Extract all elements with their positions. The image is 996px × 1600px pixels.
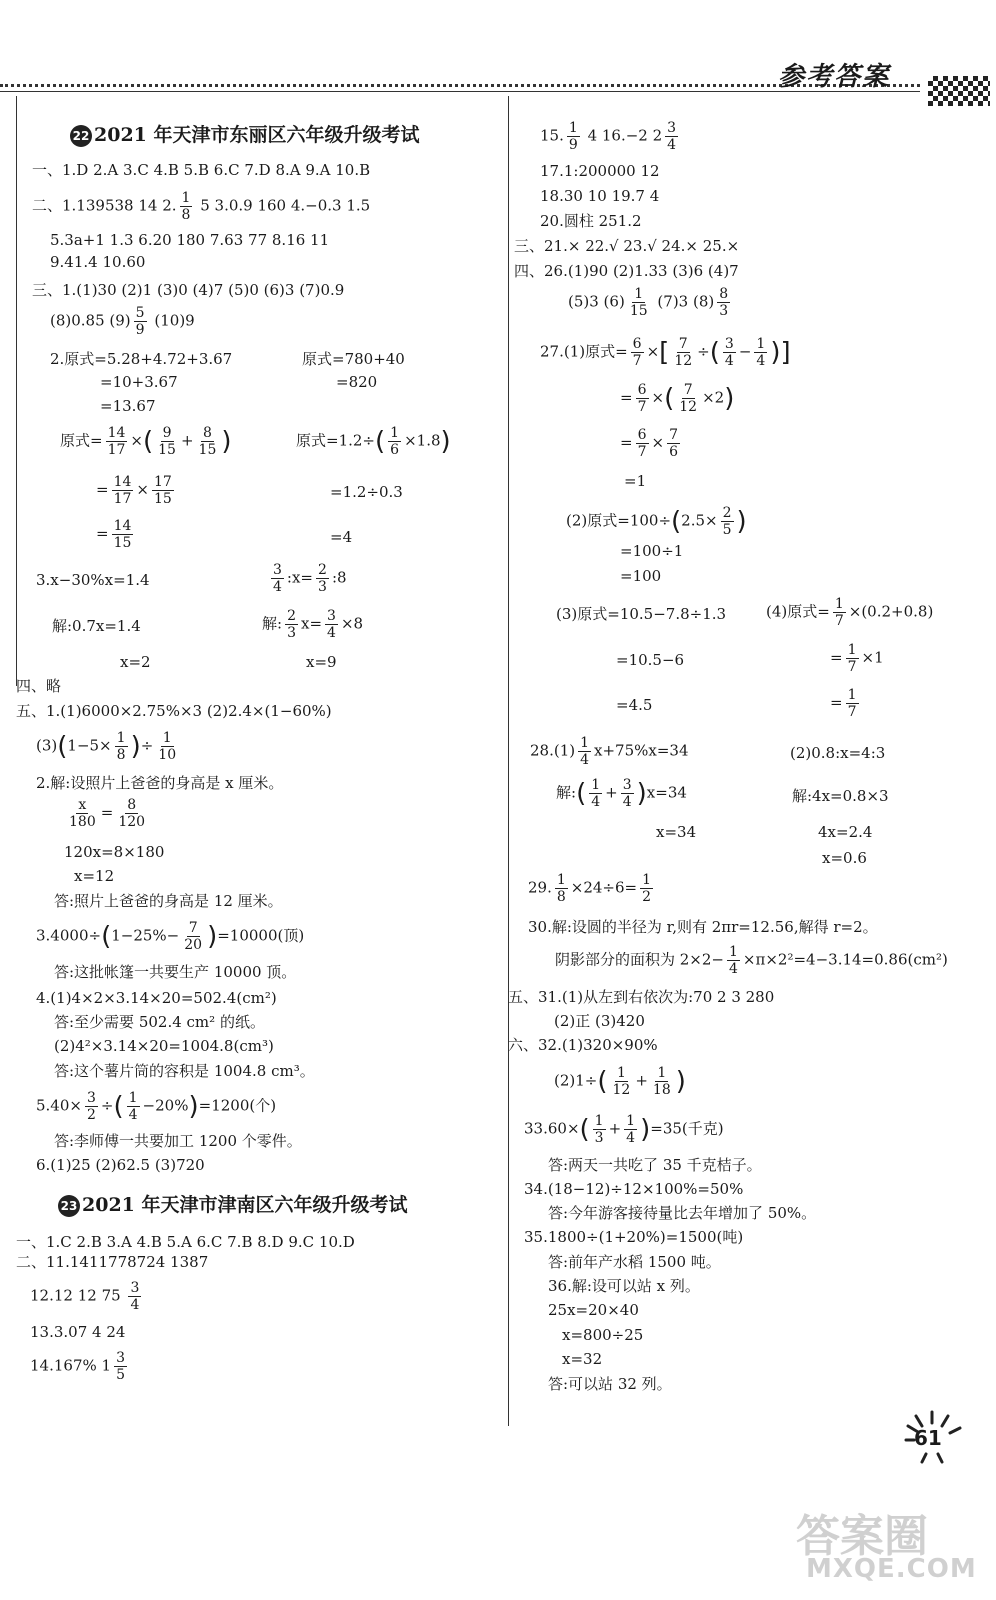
section-22-number: 22 (70, 125, 92, 147)
answer-line: 五、31.(1)从左到右依次为:70 2 3 280 (508, 988, 775, 1006)
answer-line: 原式= $\frac{14}{17}$ ×( $\frac{9}{15}$ + $\frac{8}{15}$ ) (60, 425, 232, 458)
answer-line: 解:( $\frac{1}{4}$ + $\frac{3}{4}$ )x=34 (556, 777, 687, 810)
header-title: 参考答案 (778, 62, 891, 92)
answer-line: 3.x−30%x=1.4 (36, 571, 150, 589)
answer-line: = $\frac{1}{7}$ ×1 (830, 642, 884, 675)
answer-line: 20.圆柱 251.2 (540, 212, 642, 230)
answer-line: 15. $\frac{1}{9}$ 4 16.−2 2 $\frac{3}{4}$ (540, 120, 677, 153)
answer-line: =13.67 (100, 397, 156, 415)
watermark-url: MXQE.COM (806, 1554, 977, 1584)
answer-line: 2.解:设照片上爸爸的身高是 x 厘米。 (36, 774, 284, 792)
watermark-logo: 答案圈 (796, 1511, 928, 1562)
answer-line: =4.5 (616, 696, 653, 714)
answer-line: = $\frac{14}{15}$ (96, 518, 132, 551)
answer-line: =820 (336, 373, 378, 391)
answer-line: 四、略 (16, 677, 62, 695)
answer-line: 25x=20×40 (548, 1301, 639, 1319)
answer-line: =10+3.67 (100, 373, 178, 391)
answer-line: (3)(1−5× $\frac{1}{8}$ )÷ $\frac{1}{10}$ (36, 730, 177, 763)
answer-line: x=9 (306, 653, 337, 671)
answer-line: 5.3a+1 1.3 6.20 180 7.63 77 8.16 11 (50, 231, 330, 249)
page-number: 61 (914, 1426, 942, 1450)
answer-line: 17.1:200000 12 (540, 162, 660, 180)
answer-line: 5.40× $\frac{3}{2}$ ÷( $\frac{1}{4}$ −20%)=1200(个) (36, 1090, 277, 1123)
answer-line: 28.(1) $\frac{1}{4}$ x+75%x=34 (530, 735, 689, 768)
answer-line: 120x=8×180 (64, 843, 165, 861)
answer-line: 五、1.(1)6000×2.75%×3 (2)2.4×(1−60%) (16, 702, 332, 720)
answer-line: 4x=2.4 (818, 823, 873, 841)
column-divider (508, 96, 509, 1426)
answer-line: =100÷1 (620, 542, 684, 560)
answer-line: 13.3.07 4 24 (30, 1323, 126, 1341)
answer-line: 30.解:设圆的半径为 r,则有 2πr=12.56,解得 r=2。 (528, 918, 878, 936)
answer-line: 三、21.× 22.√ 23.√ 24.× 25.× (514, 237, 740, 255)
answer-line: (5)3 (6) $\frac{1}{15}$ (7)3 (8) $\frac{8}{3}$ (568, 286, 729, 319)
answer-line: 答:前年产水稻 1500 吨。 (548, 1253, 721, 1271)
answer-line: 3.4000÷(1−25%− $\frac{7}{20}$ )=10000(顶) (36, 920, 305, 953)
answer-line: = $\frac{1}{7}$ (830, 687, 857, 720)
answer-line: 9.41.4 10.60 (50, 253, 146, 271)
answer-line: = $\frac{6}{7}$ × $\frac{7}{6}$ (620, 427, 678, 460)
answer-line: (2)原式=100÷(2.5× $\frac{2}{5}$ ) (566, 505, 747, 538)
answer-line: =1.2÷0.3 (330, 483, 403, 501)
answer-line: $\frac{3}{4}$ :x= $\frac{2}{3}$ :8 (273, 562, 347, 595)
answer-line: 6.(1)25 (2)62.5 (3)720 (36, 1156, 205, 1174)
answer-line: 阴影部分的面积为 2×2− $\frac{1}{4}$ ×π×2²=4−3.14=0.86(cm²) (555, 944, 948, 977)
answer-line: 解:0.7x=1.4 (52, 617, 141, 635)
answer-line: = $\frac{14}{17}$ × $\frac{17}{15}$ (96, 474, 172, 507)
answer-line: 12.12 12 75 $\frac{3}{4}$ (30, 1280, 140, 1313)
answer-line: (2)0.8:x=4:3 (790, 744, 886, 762)
answer-line: 原式=1.2÷( $\frac{1}{6}$ ×1.8) (296, 425, 451, 458)
answer-line: 答:李师傅一共要加工 1200 个零件。 (54, 1132, 302, 1150)
answer-line: 一、1.D 2.A 3.C 4.B 5.B 6.C 7.D 8.A 9.A 10.B (32, 161, 371, 179)
answer-line: 四、26.(1)90 (2)1.33 (3)6 (4)7 (514, 262, 739, 280)
answer-line: (4)原式= $\frac{1}{7}$ ×(0.2+0.8) (766, 596, 934, 629)
answer-line: 答:今年游客接待量比去年增加了 50%。 (548, 1204, 817, 1222)
answer-line: 三、1.(1)30 (2)1 (3)0 (4)7 (5)0 (6)3 (7)0.9 (32, 281, 345, 299)
answer-line: 33.60×( $\frac{1}{3}$ + $\frac{1}{4}$ )=35(千克) (524, 1113, 724, 1146)
answer-line: =100 (620, 567, 662, 585)
answer-line: (2)1÷( $\frac{1}{12}$ + $\frac{1}{18}$ ) (554, 1065, 686, 1098)
answer-line: x=2 (120, 653, 151, 671)
answer-line: 答:照片上爸爸的身高是 12 厘米。 (54, 892, 283, 910)
answer-line: =1 (624, 472, 647, 490)
header-checker-icon (928, 76, 990, 106)
answer-line: x=12 (74, 867, 115, 885)
answer-line: 34.(18−12)÷12×100%=50% (524, 1180, 744, 1198)
answer-line: 29. $\frac{1}{8}$ ×24÷6= $\frac{1}{2}$ (528, 872, 652, 905)
answer-line: 答:至少需要 502.4 cm² 的纸。 (54, 1013, 265, 1031)
answer-line: x=800÷25 (562, 1326, 644, 1344)
answer-line: (2)4²×3.14×20=1004.8(cm³) (54, 1037, 274, 1055)
answer-line: 答:两天一共吃了 35 千克桔子。 (548, 1156, 762, 1174)
section-23-number: 23 (58, 1195, 80, 1217)
answer-line: x=34 (656, 823, 697, 841)
answer-line: 4.(1)4×2×3.14×20=502.4(cm²) (36, 989, 277, 1007)
answer-line: 答:这个薯片筒的容积是 1004.8 cm³。 (54, 1062, 315, 1080)
answer-line: 答:可以站 32 列。 (548, 1375, 672, 1393)
answer-line: =10.5−6 (616, 651, 685, 669)
answer-line: 2.原式=5.28+4.72+3.67 (50, 350, 233, 368)
answer-line: 解:4x=0.8×3 (792, 787, 889, 805)
section-22-title (70, 120, 420, 147)
answer-line: 二、1.139538 14 2. $\frac{1}{8}$ 5 3.0.9 160 4.−0.3 1.5 (32, 190, 371, 223)
section-23-title (58, 1190, 408, 1217)
answer-line: x=32 (562, 1350, 603, 1368)
answer-line: 27.(1)原式= $\frac{6}{7}$ ×[ $\frac{7}{12}$ ÷( $\frac{3}{4}$ − $\frac{1}{4}$ )] (540, 336, 791, 369)
answer-line: (2)正 (3)420 (554, 1012, 645, 1030)
answer-line: 六、32.(1)320×90% (508, 1036, 658, 1054)
answer-line: 一、1.C 2.B 3.A 4.B 5.A 6.C 7.B 8.D 9.C 10.D (16, 1233, 355, 1251)
answer-line: 35.1800÷(1+20%)=1500(吨) (524, 1228, 744, 1246)
answer-line: 14.167% 1 $\frac{3}{5}$ (30, 1350, 125, 1383)
section-23-text: 2021 年天津市津南区六年级升级考试 (82, 1194, 408, 1216)
answer-line: (8)0.85 (9) $\frac{5}{9}$ (10)9 (50, 305, 195, 338)
section-22-text: 2021 年天津市东丽区六年级升级考试 (94, 124, 420, 146)
answer-line: 解: $\frac{2}{3}$ x= $\frac{3}{4}$ ×8 (262, 608, 364, 641)
answer-line: 答:这批帐篷一共要生产 10000 顶。 (54, 963, 297, 981)
answer-line: 36.解:设可以站 x 列。 (548, 1277, 700, 1295)
answer-line: (3)原式=10.5−7.8÷1.3 (556, 605, 727, 623)
answer-line: 原式=780+40 (302, 350, 405, 368)
answer-line: x=0.6 (822, 849, 867, 867)
left-border (16, 96, 17, 686)
answer-line: 18.30 10 19.7 4 (540, 187, 660, 205)
answer-line: =4 (330, 528, 353, 546)
answer-line: 二、11.1411778724 1387 (16, 1253, 209, 1271)
answer-line: = $\frac{6}{7}$ ×( $\frac{7}{12}$ ×2) (620, 382, 735, 415)
answer-line: $\frac{x}{180}$ = $\frac{8}{120}$ (69, 797, 146, 830)
